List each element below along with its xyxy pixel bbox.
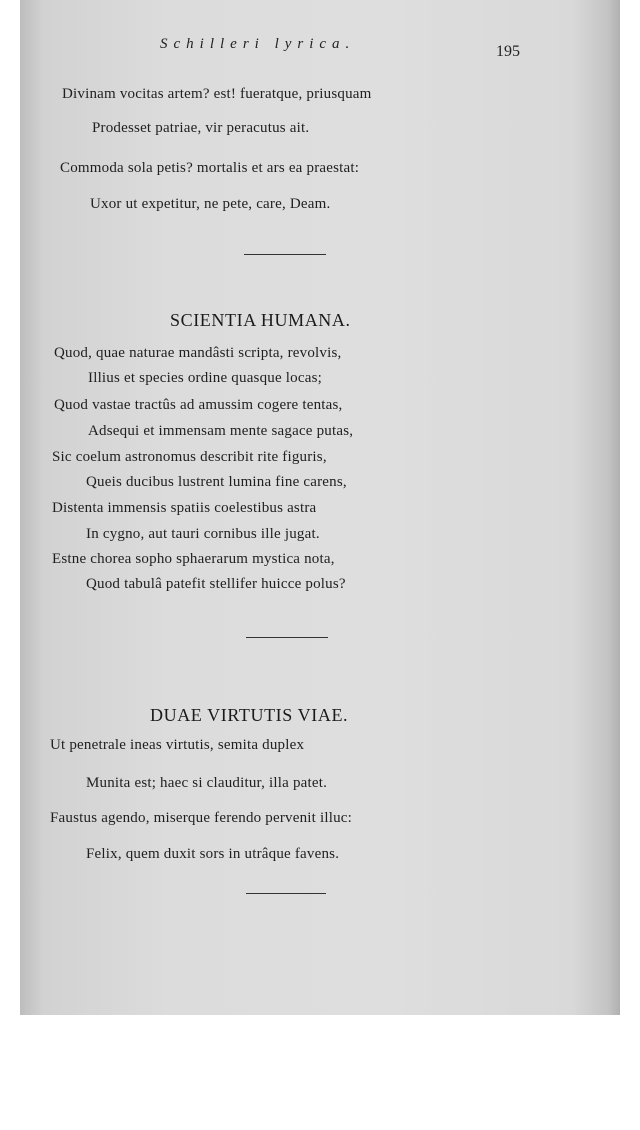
poem2-line-1: Quod, quae naturae mandâsti scripta, revolvis, <box>54 345 342 361</box>
poem2-line-9: Estne chorea sopho sphaerarum mystica nota, <box>52 551 335 567</box>
poem3-line-2: Munita est; haec si clauditur, illa patet. <box>86 775 328 791</box>
poem2-line-2: Illius et species ordine quasque locas; <box>88 370 322 386</box>
poem2-line-4: Adsequi et immensam mente sagace putas, <box>88 423 354 439</box>
poem2-line-6: Queis ducibus lustrent lumina fine carens, <box>86 474 347 490</box>
poem2-line-10: Quod tabulâ patefit stellifer huicce polus? <box>86 576 346 592</box>
poem1-line-4: Uxor ut expetitur, ne pete, care, Deam. <box>90 196 331 212</box>
poem2-line-7: Distenta immensis spatiis coelestibus astra <box>52 500 317 516</box>
poem3-line-1: Ut penetrale ineas virtutis, semita duplex <box>50 737 305 753</box>
section-divider <box>246 893 326 894</box>
poem2-title: SCIENTIA HUMANA. <box>170 310 351 330</box>
poem2-line-5: Sic coelum astronomus describit rite figuris, <box>52 449 327 465</box>
book-page <box>20 0 620 1015</box>
poem1-line-3: Commoda sola petis? mortalis et ars ea praestat: <box>60 160 360 176</box>
page-number: 195 <box>496 43 520 60</box>
poem1-line-2: Prodesset patriae, vir peracutus ait. <box>92 120 310 136</box>
poem3-title: DUAE VIRTUTIS VIAE. <box>150 705 349 725</box>
poem3-line-4: Felix, quem duxit sors in utrâque favens. <box>86 846 340 862</box>
poem3-line-3: Faustus agendo, miserque ferendo pervenit illuc: <box>50 810 353 826</box>
poem2-line-8: In cygno, aut tauri cornibus ille jugat. <box>86 526 320 542</box>
poem1-line-1: Divinam vocitas artem? est! fueratque, priusquam <box>62 86 372 102</box>
running-title: Schilleri lyrica. <box>160 36 356 52</box>
section-divider <box>244 254 326 255</box>
section-divider <box>246 637 328 638</box>
poem2-line-3: Quod vastae tractûs ad amussim cogere tentas, <box>54 397 343 413</box>
